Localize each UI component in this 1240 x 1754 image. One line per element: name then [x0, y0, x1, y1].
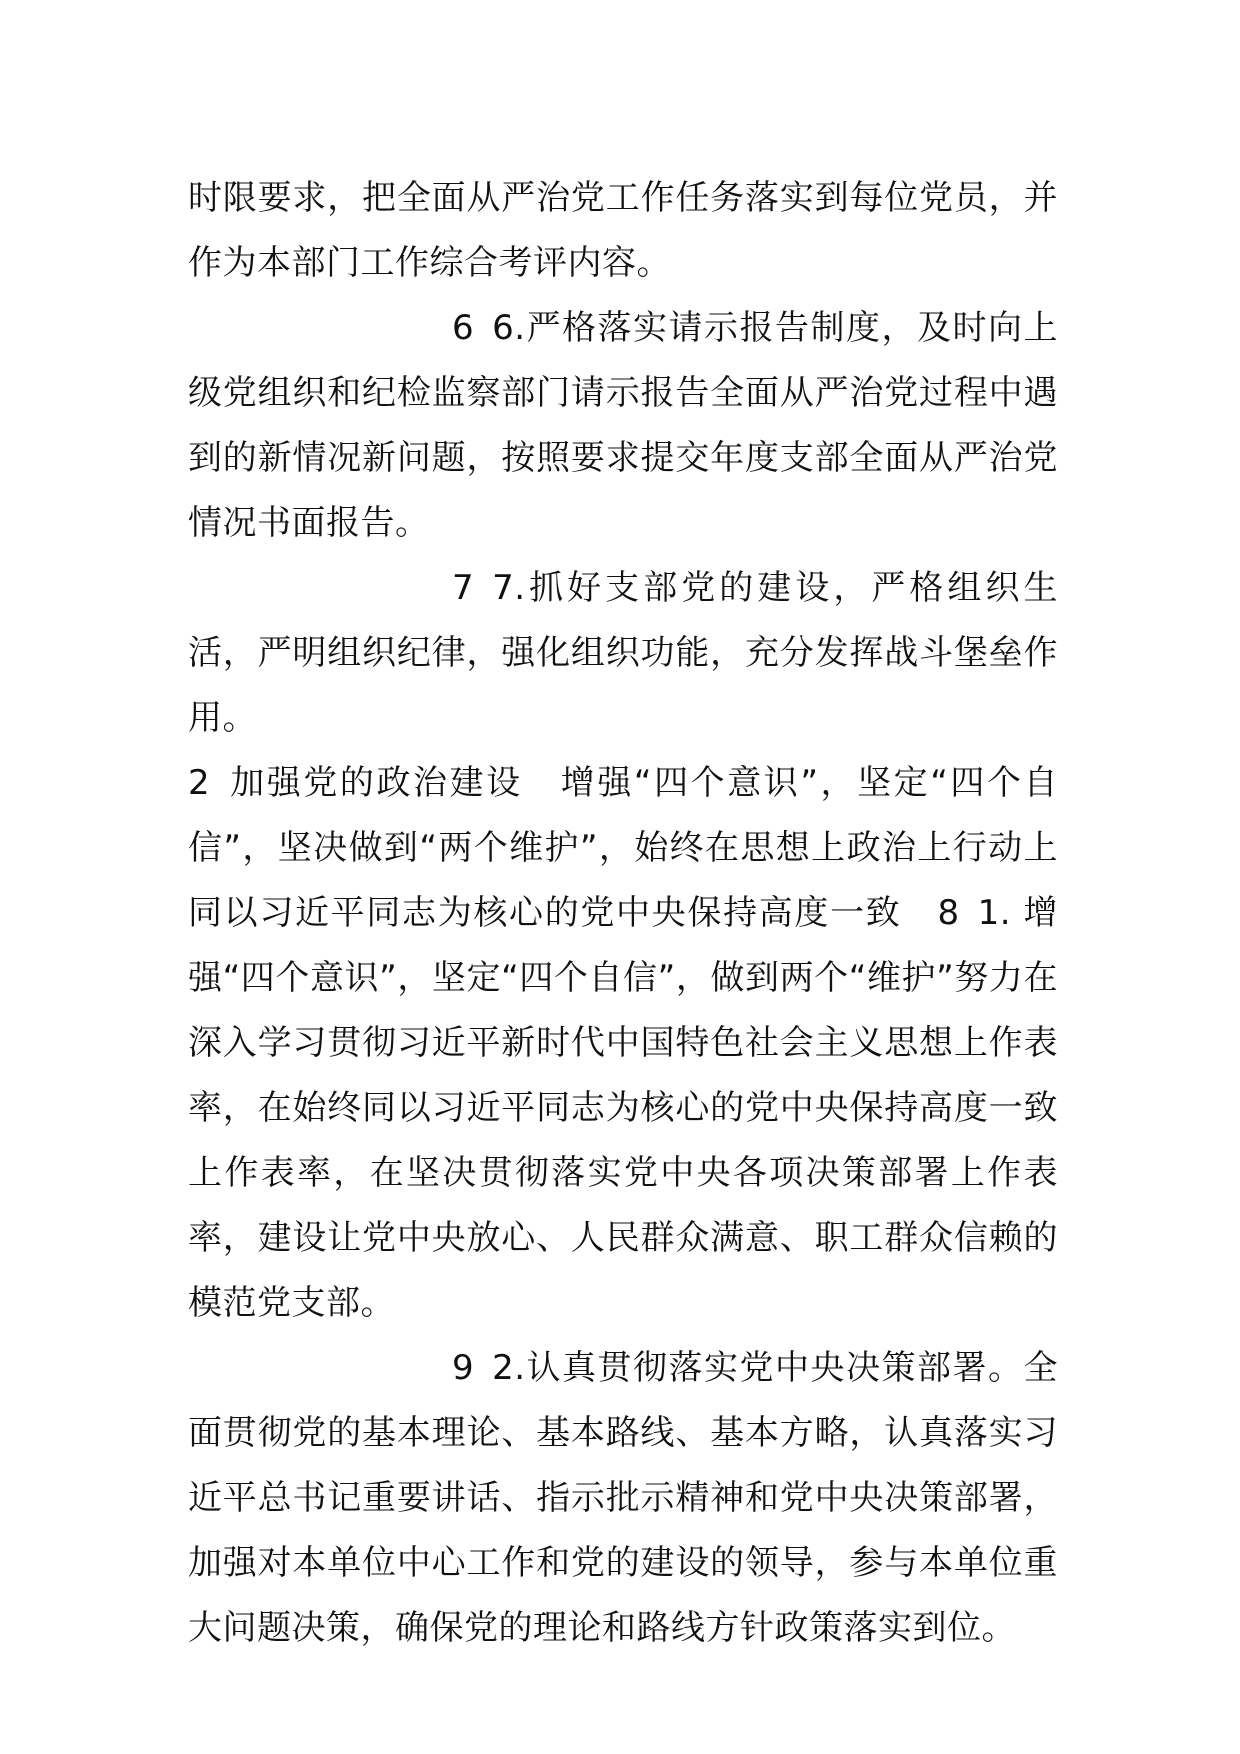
paragraph-text: 6.严格落实请示报告制度，及时向上级党组织和纪检监察部门请示报告全面从严治党过程中遇到的新情况新问题，按照要求提交年度支部全面从严治党情况书面报告。 [188, 308, 1058, 543]
paragraph-number: 9 [452, 1348, 475, 1388]
paragraph-text: 1. 增强“四个意识”，坚定“四个自信”，做到两个“维护”努力在深入学习贯彻习近平新时代中国特色社会主义思想上作表率，在始终同以习近平同志为核心的党中央保持高度一致上作表率，在坚决贯彻落实党中央各项决策部署上作表率，建设让党中央放心、人民群众满意、职工群众信赖的模范党支部。 [188, 893, 1058, 1323]
paragraph-item-9 [188, 1336, 1058, 1661]
paragraph-number: 7 [452, 568, 475, 608]
section-number: 2 [188, 763, 211, 803]
section-heading: 加强党的政治建设 [228, 763, 523, 803]
paragraph-item-6 [188, 296, 1058, 556]
paragraph-text: 时限要求，把全面从严治党工作任务落实到每位党员，并作为本部门工作综合考评内容。 [188, 178, 1058, 283]
paragraph-section-2 [188, 751, 1058, 1336]
document-body [188, 166, 1058, 1661]
section-text: 增强“四个意识”，坚定“四个自信”，坚决做到“两个维护”，始终在思想上政治上行动上同以习近平同志为核心的党中央保持高度一致 [188, 763, 1059, 933]
paragraph-continuation [188, 166, 1058, 296]
paragraph-text: 7.抓好支部党的建设，严格组织生活，严明组织纪律，强化组织功能，充分发挥战斗堡垒作用。 [188, 568, 1058, 738]
paragraph-text: 2.认真贯彻落实党中央决策部署。全面贯彻党的基本理论、基本路线、基本方略，认真落实习近平总书记重要讲话、指示批示精神和党中央决策部署，加强对本单位中心工作和党的建设的领导，参与本单位重大问题决策，确保党的理论和路线方针政策落实到位。 [188, 1348, 1058, 1648]
paragraph-number: 8 [937, 893, 960, 933]
paragraph-item-7 [188, 556, 1058, 751]
paragraph-number: 6 [452, 308, 475, 348]
